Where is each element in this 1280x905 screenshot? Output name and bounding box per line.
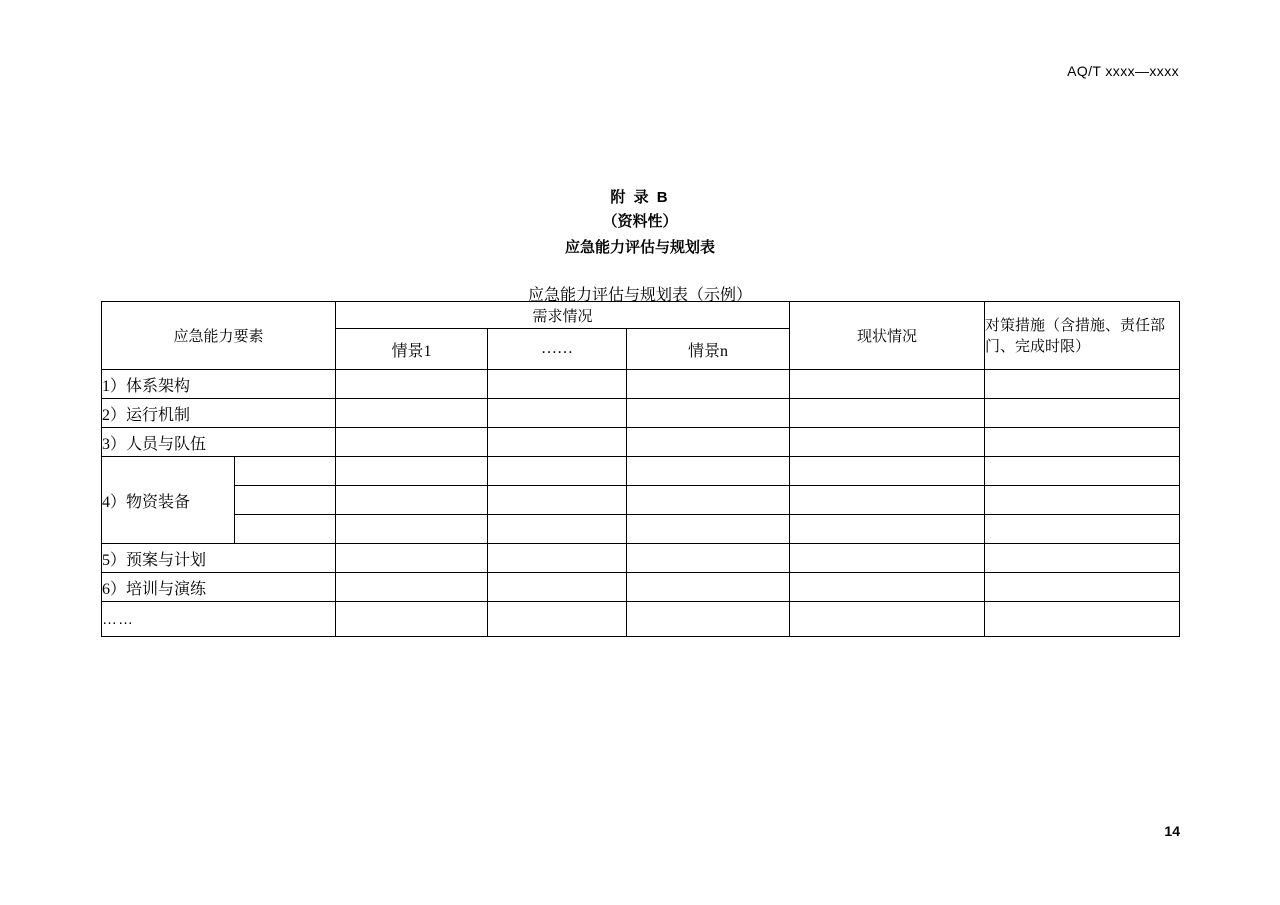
cell-current[interactable] [790, 370, 985, 399]
standard-code-header: AQ/T xxxx—xxxx [1067, 63, 1179, 79]
cell-scenario-1[interactable] [336, 370, 488, 399]
row-label: 3）人员与队伍 [102, 428, 336, 457]
cell-scenario-mid[interactable] [488, 573, 627, 602]
cell-scenario-1[interactable] [336, 602, 488, 637]
cell-current[interactable] [790, 399, 985, 428]
cell-current[interactable] [790, 428, 985, 457]
table-row [102, 399, 1180, 428]
page-number: 14 [1164, 823, 1180, 839]
cell-scenario-mid[interactable] [488, 399, 627, 428]
cell-subitem[interactable] [235, 457, 336, 486]
table-caption: 应急能力评估与规划表（示例） [527, 287, 752, 304]
cell-scenario-mid[interactable] [488, 602, 627, 637]
cell-scenario-n[interactable] [627, 602, 790, 637]
table-row [102, 428, 1180, 457]
cell-measures[interactable] [985, 399, 1180, 428]
table-row [102, 573, 1180, 602]
cell-scenario-1[interactable] [336, 399, 488, 428]
cell-scenario-mid[interactable] [488, 457, 627, 486]
cell-scenario-mid[interactable] [488, 486, 627, 515]
cell-scenario-1[interactable] [336, 486, 488, 515]
capability-planning-table [101, 301, 1180, 637]
header-cell-scenario-1: 情景1 [336, 329, 488, 370]
row-label: 6）培训与演练 [102, 573, 336, 602]
cell-scenario-n[interactable] [627, 428, 790, 457]
row-label: 5）预案与计划 [102, 544, 336, 573]
cell-scenario-n[interactable] [627, 399, 790, 428]
cell-measures[interactable] [985, 428, 1180, 457]
annex-heading-block [0, 186, 1280, 260]
cell-current[interactable] [790, 544, 985, 573]
header-cell-current: 现状情况 [790, 302, 985, 370]
cell-scenario-1[interactable] [336, 428, 488, 457]
table-row [102, 370, 1180, 399]
annex-type: （资料性） [602, 213, 678, 230]
cell-measures[interactable] [985, 370, 1180, 399]
cell-current[interactable] [790, 457, 985, 486]
row-label: 2）运行机制 [102, 399, 336, 428]
row-label: 1）体系架构 [102, 370, 336, 399]
table-row [102, 515, 1180, 544]
cell-measures[interactable] [985, 515, 1180, 544]
annex-name: 应急能力评估与规划表 [564, 239, 715, 256]
cell-scenario-n[interactable] [627, 486, 790, 515]
table-row [102, 457, 1180, 486]
cell-scenario-n[interactable] [627, 457, 790, 486]
cell-measures[interactable] [985, 602, 1180, 637]
cell-scenario-1[interactable] [336, 573, 488, 602]
cell-scenario-mid[interactable] [488, 515, 627, 544]
annex-label: 附 录 B [610, 189, 670, 206]
cell-scenario-1[interactable] [336, 515, 488, 544]
cell-measures[interactable] [985, 573, 1180, 602]
table-row [102, 486, 1180, 515]
row-label-continuation: …… [102, 602, 336, 637]
cell-current[interactable] [790, 573, 985, 602]
row-label-grouped: 4）物资装备 [102, 457, 235, 544]
table-row [102, 544, 1180, 573]
cell-scenario-n[interactable] [627, 515, 790, 544]
header-cell-measures: 对策措施（含措施、责任部门、完成时限） [985, 302, 1180, 370]
cell-subitem[interactable] [235, 515, 336, 544]
cell-current[interactable] [790, 486, 985, 515]
header-cell-demand-group: 需求情况 [336, 302, 790, 329]
table-header-row-1 [102, 302, 1180, 329]
cell-scenario-n[interactable] [627, 544, 790, 573]
cell-measures[interactable] [985, 457, 1180, 486]
header-cell-scenario-mid: …… [488, 329, 627, 370]
cell-subitem[interactable] [235, 486, 336, 515]
cell-scenario-mid[interactable] [488, 544, 627, 573]
cell-scenario-n[interactable] [627, 370, 790, 399]
cell-scenario-n[interactable] [627, 573, 790, 602]
table-row [102, 602, 1180, 637]
header-cell-element: 应急能力要素 [102, 302, 336, 370]
cell-current[interactable] [790, 515, 985, 544]
header-cell-scenario-n: 情景n [627, 329, 790, 370]
cell-current[interactable] [790, 602, 985, 637]
cell-scenario-1[interactable] [336, 544, 488, 573]
cell-scenario-1[interactable] [336, 457, 488, 486]
cell-scenario-mid[interactable] [488, 428, 627, 457]
cell-scenario-mid[interactable] [488, 370, 627, 399]
cell-measures[interactable] [985, 544, 1180, 573]
cell-measures[interactable] [985, 486, 1180, 515]
